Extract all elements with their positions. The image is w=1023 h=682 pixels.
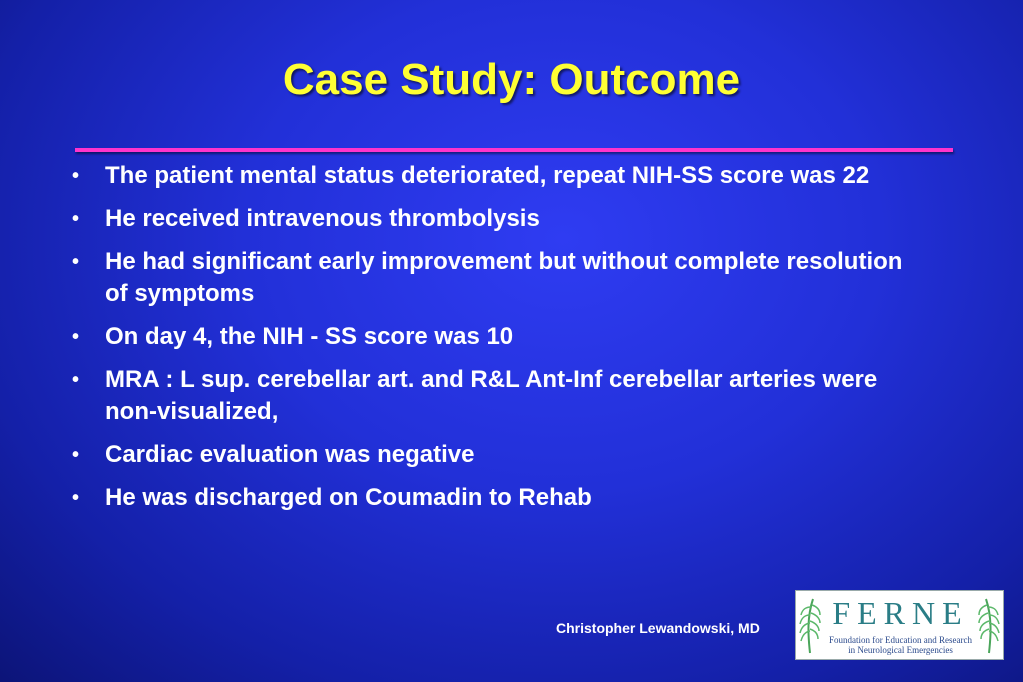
bullet-item — [72, 364, 912, 428]
bullet-icon: • — [72, 208, 80, 230]
bullet-text: The patient mental status deteriorated, repeat NIH-SS score was 22 — [105, 162, 870, 189]
logo-wordmark: FERNE — [832, 595, 969, 631]
bullet-item — [72, 160, 912, 192]
bullet-text: Cardiac evaluation was negative — [105, 441, 475, 468]
bullet-text: MRA : L sup. cerebellar art. and R&L Ant-Inf cerebellar arteries were non-visualized, — [105, 366, 878, 425]
bullet-item — [72, 482, 912, 514]
author-credit: Christopher Lewandowski, MD — [556, 620, 760, 636]
bullet-text: He had significant early improvement but without complete resolution of symptoms — [105, 248, 903, 307]
palm-leaf-icon — [978, 595, 1000, 655]
bullet-icon: • — [72, 251, 80, 273]
bullet-item — [72, 439, 912, 471]
bullet-icon: • — [72, 165, 80, 187]
bullet-item — [72, 321, 912, 353]
bullet-item — [72, 246, 912, 310]
bullet-item — [72, 203, 912, 235]
logo-subtitle-line: Foundation for Education and Research — [829, 635, 972, 645]
bullet-text: He received intravenous thrombolysis — [105, 205, 540, 232]
slide-title: Case Study: Outcome — [282, 55, 741, 104]
bullet-icon: • — [72, 369, 80, 391]
bullet-list — [72, 160, 912, 525]
logo-subtitle-line: in Neurological Emergencies — [848, 645, 953, 655]
bullet-icon: • — [72, 326, 80, 348]
bullet-text: On day 4, the NIH - SS score was 10 — [105, 323, 514, 350]
logo-subtitle — [796, 635, 1004, 655]
bullet-text: He was discharged on Coumadin to Rehab — [105, 484, 592, 511]
ferne-logo — [795, 590, 1004, 660]
bullet-icon: • — [72, 487, 80, 509]
bullet-icon: • — [72, 444, 80, 466]
title-divider — [75, 148, 953, 152]
